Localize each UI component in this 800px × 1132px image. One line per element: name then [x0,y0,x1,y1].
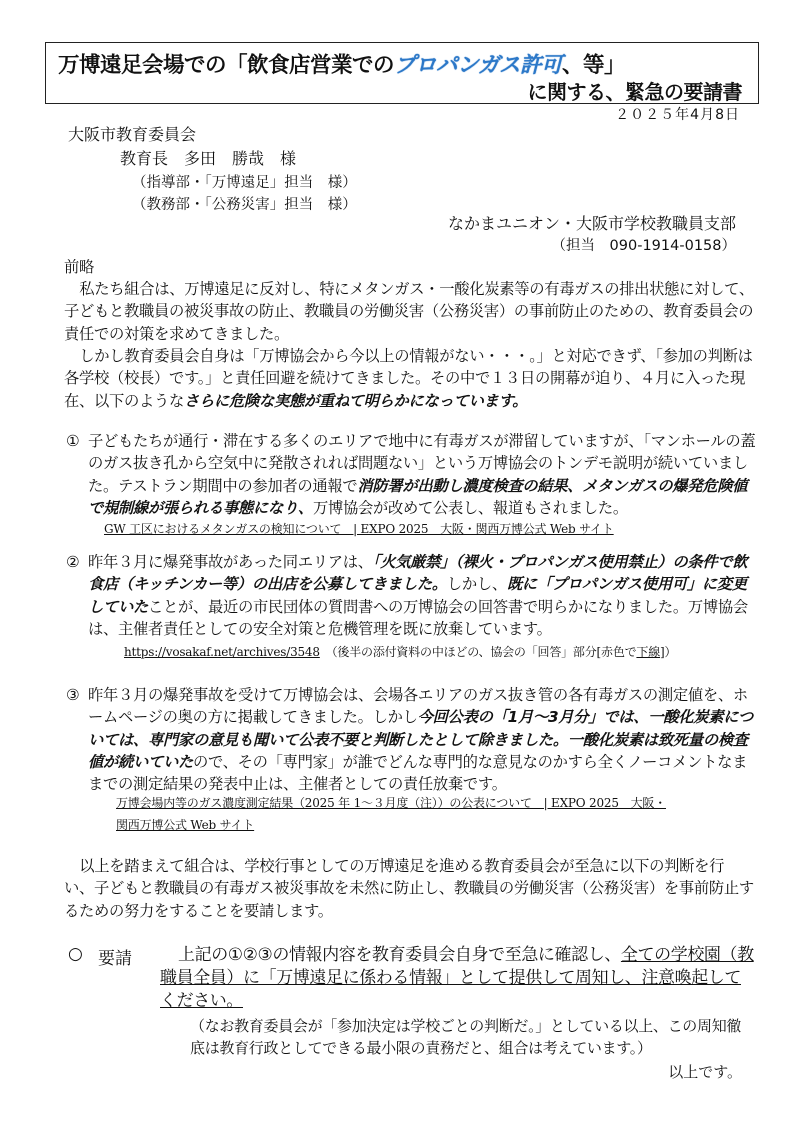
document-date: ２０２５年4月8日 [615,107,740,123]
title-post: 、等」 [562,53,626,78]
item-emphasis: 今回公表の「1月～3月分」では、一酸化炭素については、専門家の意見も聞いて公表不要と判断したとして除きました。一酸化炭素は致死量の検査値が続いていた [88,708,753,771]
addressee-org: 大阪市教育委員会 [68,125,197,144]
item-text: 万博協会が改めて公表し、報道もされました。 [312,498,628,517]
sender-contact: （担当 090-1914-0158） [551,238,736,254]
item-text: しかし、 [446,575,507,594]
reference-link-3-line-2[interactable]: 関西万博公式 Web サイト [116,818,255,832]
reference-link-1[interactable]: GW 工区におけるメタンガスの検知について | EXPO 2025 大阪・関西万博公式 Web サイト [104,522,614,536]
sender-name: なかまユニオン・大阪市学校教職員支部 [447,214,736,233]
reference-2 [124,643,676,660]
item-emphasis: 消防署が出動し濃度検査の結果、メタンガスの爆発危険値で規制線が張られる事態になり、 [88,476,748,517]
title-pre: 万博遠足会場での「飲食店営業での [58,53,395,78]
list-item-1 [66,430,756,519]
item-emphasis: 既に「プロパンガス使用可」に変更していた [88,575,747,616]
list-item-3 [66,684,756,795]
request-body [160,944,755,1013]
request-bullet: ○ [68,944,83,964]
item-text: 昨年３月に爆発事故があった同エリアは、 [88,553,373,571]
item-number: ① [66,432,80,450]
item-number: ③ [66,686,80,704]
reference-url[interactable]: https://vosakaf.net/archives/3548 [124,645,320,659]
reference-note: （後半の添付資料の中ほどの、協会の「回答」部分[赤色で [319,645,637,659]
closing-paragraph: 以上を踏まえて組合は、学校行事としての万博遠足を進める教育委員会が至急に以下の判断を行い、子どもと教職員の有毒ガス被災事故を未然に防止し、教職員の労働災害（公務災害）を事前防止するための努力をすることを要請します。 [64,857,754,920]
request-note: （なお教育委員会が「参加決定は学校ごとの判断だ。」としている以上、この周知徹底は教育行政としてできる最小限の責務だと、組合は考えています。） [190,1017,742,1057]
item-body [88,430,756,519]
item-emphasis: 「火気厳禁」（裸火・プロパンガス使用禁止）の条件で飲食店（キッチンカー等）の出店を公募してきました。 [88,553,748,594]
list-item-2 [66,551,756,640]
request-label: 要請 [98,949,132,969]
intro-paragraph-1: 私たち組合は、万博遠足に反対し、特にメタンガス・一酸化炭素等の有毒ガスの排出状態に対して、子どもと教職員の被災事故の防止、教職員の労働災害（公務災害）の事前防止のための、教育委員会の責任での対策を求めてきました。 [64,280,754,343]
document-title [58,48,625,79]
request-text-underlined: 全ての学校園（教職員全員）に「万博遠足に係わる情報」として提供して周知し、注意喚起してください。 [160,945,754,1011]
reference-link-3-line-1[interactable]: 万博会場内等のガス濃度測定結果（2025 年 1～３月度（注））の公表について | EXPO 2025 大阪・ [116,796,666,810]
document-subtitle: に関する、緊急の要請書 [527,80,742,104]
intro-paragraph-2-emphasis: さらに危険な実態が重ねて明らかになっています。 [183,391,528,410]
greeting: 前略 [64,258,94,276]
item-number: ② [66,553,80,571]
closing-end: 以上です。 [668,1063,742,1081]
addressee-person: 教育長 多田 勝哉 様 [120,149,297,168]
item-text: ことが、最近の市民団体の質問書への万博協会の回答書で明らかになりました。万博協会は、主催者責任としての安全対策と危機管理を既に放棄しています。 [88,597,748,638]
request-text: 上記の①②③の情報内容を教育委員会自身で至急に確認し、 [178,945,621,965]
intro-paragraph-2 [64,345,754,412]
addressee-cc-2: （教務部・「公務災害」担当 様） [132,197,357,213]
item-text: 昨年３月の爆発事故を受けて万博協会は、会場各エリアのガス抜き管の各有毒ガスの測定値を、ホームページの奥の方に掲載してきました。しかし [88,686,748,727]
item-body [88,551,756,640]
reference-note-end: ]） [660,645,677,659]
addressee-cc-1: （指導部・「万博遠足」担当 様） [132,175,357,191]
item-text: 子どもたちが通行・滞在する多くのエリアで地中に有毒ガスが滞留していますが、「マンホールの蓋のガス抜き孔から空気中に発散されれば問題ない」という万博協会のトンデモ説明が続いていました。テストラン期間中の参加者の通報で [88,432,756,495]
item-body [88,684,756,795]
reference-note-underlined: 下線 [636,645,661,659]
title-highlight: プロパンガス許可 [394,53,563,78]
intro-paragraph-2-text: しかし教育委員会自身は「万博協会から今以上の情報がない・・・。」と対応できず、「参加の判断は各学校（校長）です。」と責任回避を続けてきました。その中で１３日の開幕が迫り、４月に入った現在、以下のような [64,347,753,410]
item-text: ので、その「専門家」が誰でどんな専門的な意見なのかすら全くノーコメントなままでの測定結果の発表中止は、主催者としての責任放棄です。 [88,752,748,794]
